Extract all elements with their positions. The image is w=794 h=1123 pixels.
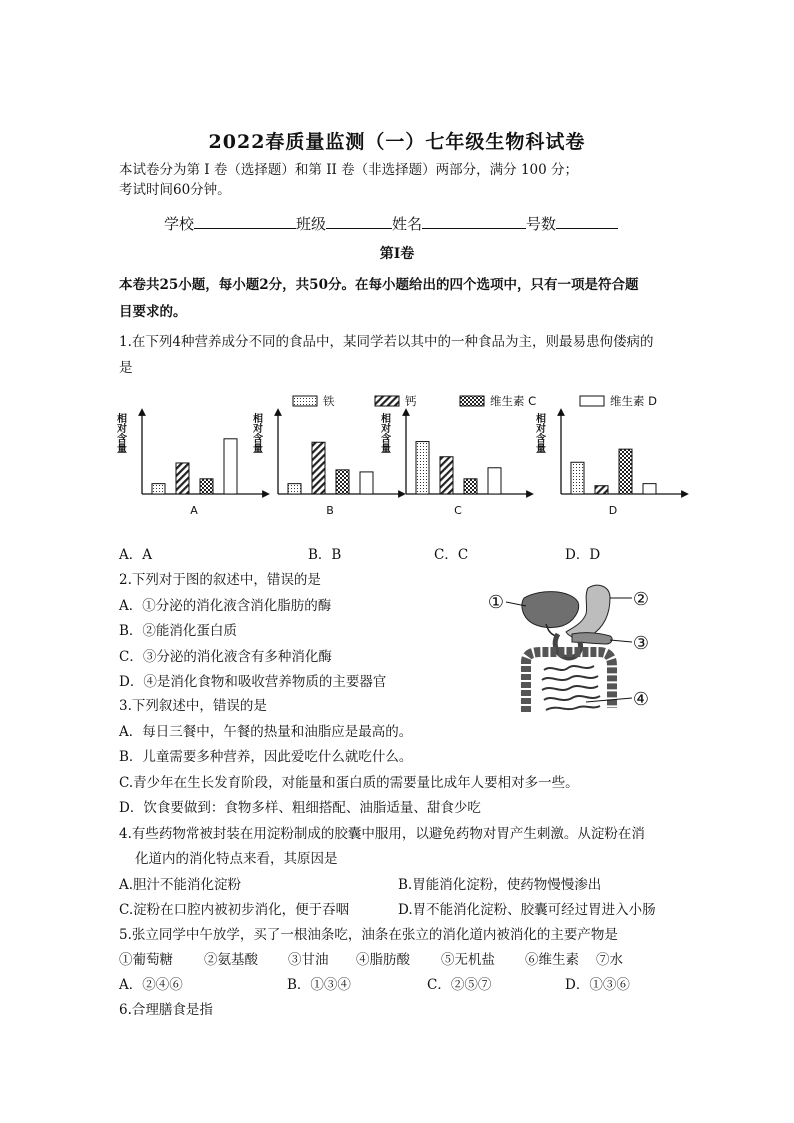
ylabel-char: 对 bbox=[381, 424, 391, 435]
bar-A-2 bbox=[176, 463, 189, 494]
panel-label-D: D bbox=[608, 504, 618, 517]
ylabel-char: 量 bbox=[536, 444, 546, 455]
chart-panel-C bbox=[380, 412, 530, 517]
digestive-system-figure bbox=[486, 580, 661, 715]
school-blank[interactable] bbox=[194, 214, 296, 229]
page-title: 2022春质量监测（一）七年级生物科试卷 bbox=[208, 131, 586, 153]
chart-panel-D bbox=[535, 412, 685, 517]
q4-option-b[interactable]: B.胃能消化淀粉，使药物慢慢渗出 bbox=[398, 877, 602, 893]
bar-A-3 bbox=[200, 479, 213, 494]
chart-legend bbox=[293, 394, 657, 408]
q5-option-d[interactable]: D．①③⑥ bbox=[565, 977, 630, 993]
ylabel-char: 含 bbox=[381, 434, 391, 445]
panel-label-B: B bbox=[326, 504, 334, 517]
ylabel-char: 对 bbox=[117, 424, 127, 435]
q3-option-a[interactable]: A．每日三餐中，午餐的热量和油脂应是最高的。 bbox=[119, 724, 413, 740]
school-label: 学校 bbox=[164, 215, 195, 233]
bar-B-2 bbox=[312, 442, 325, 494]
chart-panel-B bbox=[252, 412, 402, 517]
section-instructions-line-2: 目要求的。 bbox=[119, 304, 187, 320]
q2-option-a[interactable]: A．①分泌的消化液含消化脂肪的酶 bbox=[119, 598, 332, 614]
q2-stem: 2.下列对于图的叙述中，错误的是 bbox=[119, 572, 321, 588]
q4-option-a[interactable]: A.胆汁不能消化淀粉 bbox=[119, 877, 242, 893]
ylabel-char: 对 bbox=[253, 424, 263, 435]
label-2: ② bbox=[632, 589, 650, 610]
label-4: ④ bbox=[632, 689, 650, 710]
q6-stem: 6.合理膳食是指 bbox=[119, 1002, 213, 1018]
q4-option-d[interactable]: D.胃不能消化淀粉、胶囊可经过胃进入小肠 bbox=[398, 902, 656, 918]
ylabel-char: 相 bbox=[536, 414, 546, 425]
q4-option-c[interactable]: C.淀粉在口腔内被初步消化，便于吞咽 bbox=[119, 902, 350, 918]
student-info-row bbox=[164, 213, 618, 234]
chart-panel-A bbox=[116, 412, 266, 517]
legend-label-4: 维生素 D bbox=[610, 394, 658, 408]
legend-label-1: 铁 bbox=[323, 394, 335, 408]
q5-option-b[interactable]: B．①③④ bbox=[287, 977, 351, 993]
bar-C-1 bbox=[416, 442, 429, 494]
q4-stem-line-2: 化道内的消化特点来看，其原因是 bbox=[135, 851, 338, 867]
label-3: ③ bbox=[632, 633, 650, 654]
legend-label-2: 钙 bbox=[405, 394, 417, 408]
q3-stem: 3.下列叙述中，错误的是 bbox=[119, 698, 267, 714]
section-title: 第Ⅰ卷 bbox=[379, 246, 415, 262]
q1-option-a[interactable]: A．A bbox=[119, 547, 152, 563]
q5-option-a[interactable]: A．②④⑥ bbox=[119, 977, 183, 993]
ylabel-char: 量 bbox=[253, 444, 263, 455]
q5-item-6: ⑥维生素 bbox=[525, 952, 579, 968]
class-label: 班级 bbox=[296, 215, 327, 233]
q2-option-c[interactable]: C．③分泌的消化液含有多种消化酶 bbox=[119, 649, 332, 665]
panel-label-C: C bbox=[454, 504, 462, 517]
q1-stem-line-1: 1.在下列4种营养成分不同的食品中，某同学若以其中的一种食品为主，则最易患佝偻病的 bbox=[119, 334, 654, 350]
q1-stem-line-2: 是 bbox=[119, 360, 133, 376]
q3-option-d[interactable]: D．饮食要做到：食物多样、粗细搭配、油脂适量、甜食少吃 bbox=[119, 800, 481, 816]
small-intestine-shape bbox=[542, 666, 600, 710]
bar-D-4 bbox=[643, 484, 656, 494]
class-blank[interactable] bbox=[326, 214, 392, 229]
label-1: ① bbox=[487, 592, 505, 613]
q1-option-d[interactable]: D．D bbox=[565, 547, 601, 563]
ylabel-char: 量 bbox=[381, 444, 391, 455]
bar-D-3 bbox=[619, 449, 632, 494]
ylabel-char: 含 bbox=[117, 434, 127, 445]
legend-swatch-4 bbox=[580, 396, 604, 406]
name-blank[interactable] bbox=[422, 214, 526, 229]
q5-option-c[interactable]: C．②⑤⑦ bbox=[427, 977, 492, 993]
q5-item-5: ⑤无机盐 bbox=[441, 952, 495, 968]
panel-label-A: A bbox=[190, 504, 198, 517]
ylabel-char: 相 bbox=[117, 414, 127, 425]
q1-option-b[interactable]: B．B bbox=[308, 547, 342, 563]
bar-C-2 bbox=[440, 457, 453, 494]
q5-item-7: ⑦水 bbox=[596, 952, 623, 968]
number-label: 号数 bbox=[526, 215, 557, 233]
bar-B-1 bbox=[288, 484, 301, 494]
ylabel-char: 相 bbox=[253, 414, 263, 425]
liver-shape bbox=[522, 592, 579, 628]
legend-swatch-2 bbox=[375, 396, 399, 406]
chart-panels bbox=[116, 412, 685, 517]
q1-chart bbox=[110, 385, 710, 530]
legend-swatch-3 bbox=[460, 396, 484, 406]
intro-line-2: 考试时间60分钟。 bbox=[119, 182, 231, 198]
pancreas-shape bbox=[572, 633, 612, 644]
large-intestine-shape bbox=[526, 652, 612, 712]
q4-stem-line-1: 4.有些药物常被封装在用淀粉制成的胶囊中服用，以避免药物对胃产生刺激。从淀粉在消 bbox=[119, 826, 645, 842]
bar-B-3 bbox=[336, 470, 349, 494]
bar-C-3 bbox=[464, 479, 477, 494]
q5-item-3: ③甘油 bbox=[288, 952, 329, 968]
q2-option-b[interactable]: B．②能消化蛋白质 bbox=[119, 623, 237, 639]
bar-A-1 bbox=[152, 484, 165, 494]
legend-label-3: 维生素 C bbox=[490, 394, 537, 408]
number-blank[interactable] bbox=[556, 214, 618, 229]
ylabel-char: 量 bbox=[117, 444, 127, 455]
q2-option-d[interactable]: D．④是消化食物和吸收营养物质的主要器官 bbox=[119, 674, 387, 690]
bar-D-1 bbox=[571, 462, 584, 494]
ylabel-char: 对 bbox=[536, 424, 546, 435]
bar-D-2 bbox=[595, 486, 608, 494]
ylabel-char: 含 bbox=[253, 434, 263, 445]
bar-C-4 bbox=[488, 468, 501, 494]
intro-line-1: 本试卷分为第 I 卷（选择题）和第 II 卷（非选择题）两部分，满分 100 分； bbox=[119, 162, 579, 178]
q1-option-c[interactable]: C．C bbox=[434, 547, 469, 563]
ylabel-char: 相 bbox=[381, 414, 391, 425]
q5-item-1: ①葡萄糖 bbox=[119, 952, 173, 968]
legend-swatch-1 bbox=[293, 396, 317, 406]
name-label: 姓名 bbox=[392, 215, 423, 233]
section-instructions-line-1: 本卷共25小题，每小题2分，共50分。在每小题给出的四个选项中，只有一项是符合题 bbox=[119, 277, 639, 293]
q3-option-c[interactable]: C.青少年在生长发育阶段，对能量和蛋白质的需要量比成年人要相对多一些。 bbox=[119, 775, 579, 791]
q5-stem: 5.张立同学中午放学，买了一根油条吃，油条在张立的消化道内被消化的主要产物是 bbox=[119, 927, 618, 943]
bar-A-4 bbox=[224, 439, 237, 494]
bar-B-4 bbox=[360, 472, 373, 494]
q5-item-4: ④脂肪酸 bbox=[356, 952, 410, 968]
ylabel-char: 含 bbox=[536, 434, 546, 445]
q5-item-2: ②氨基酸 bbox=[204, 952, 258, 968]
q3-option-b[interactable]: B．儿童需要多种营养，因此爱吃什么就吃什么。 bbox=[119, 749, 413, 765]
